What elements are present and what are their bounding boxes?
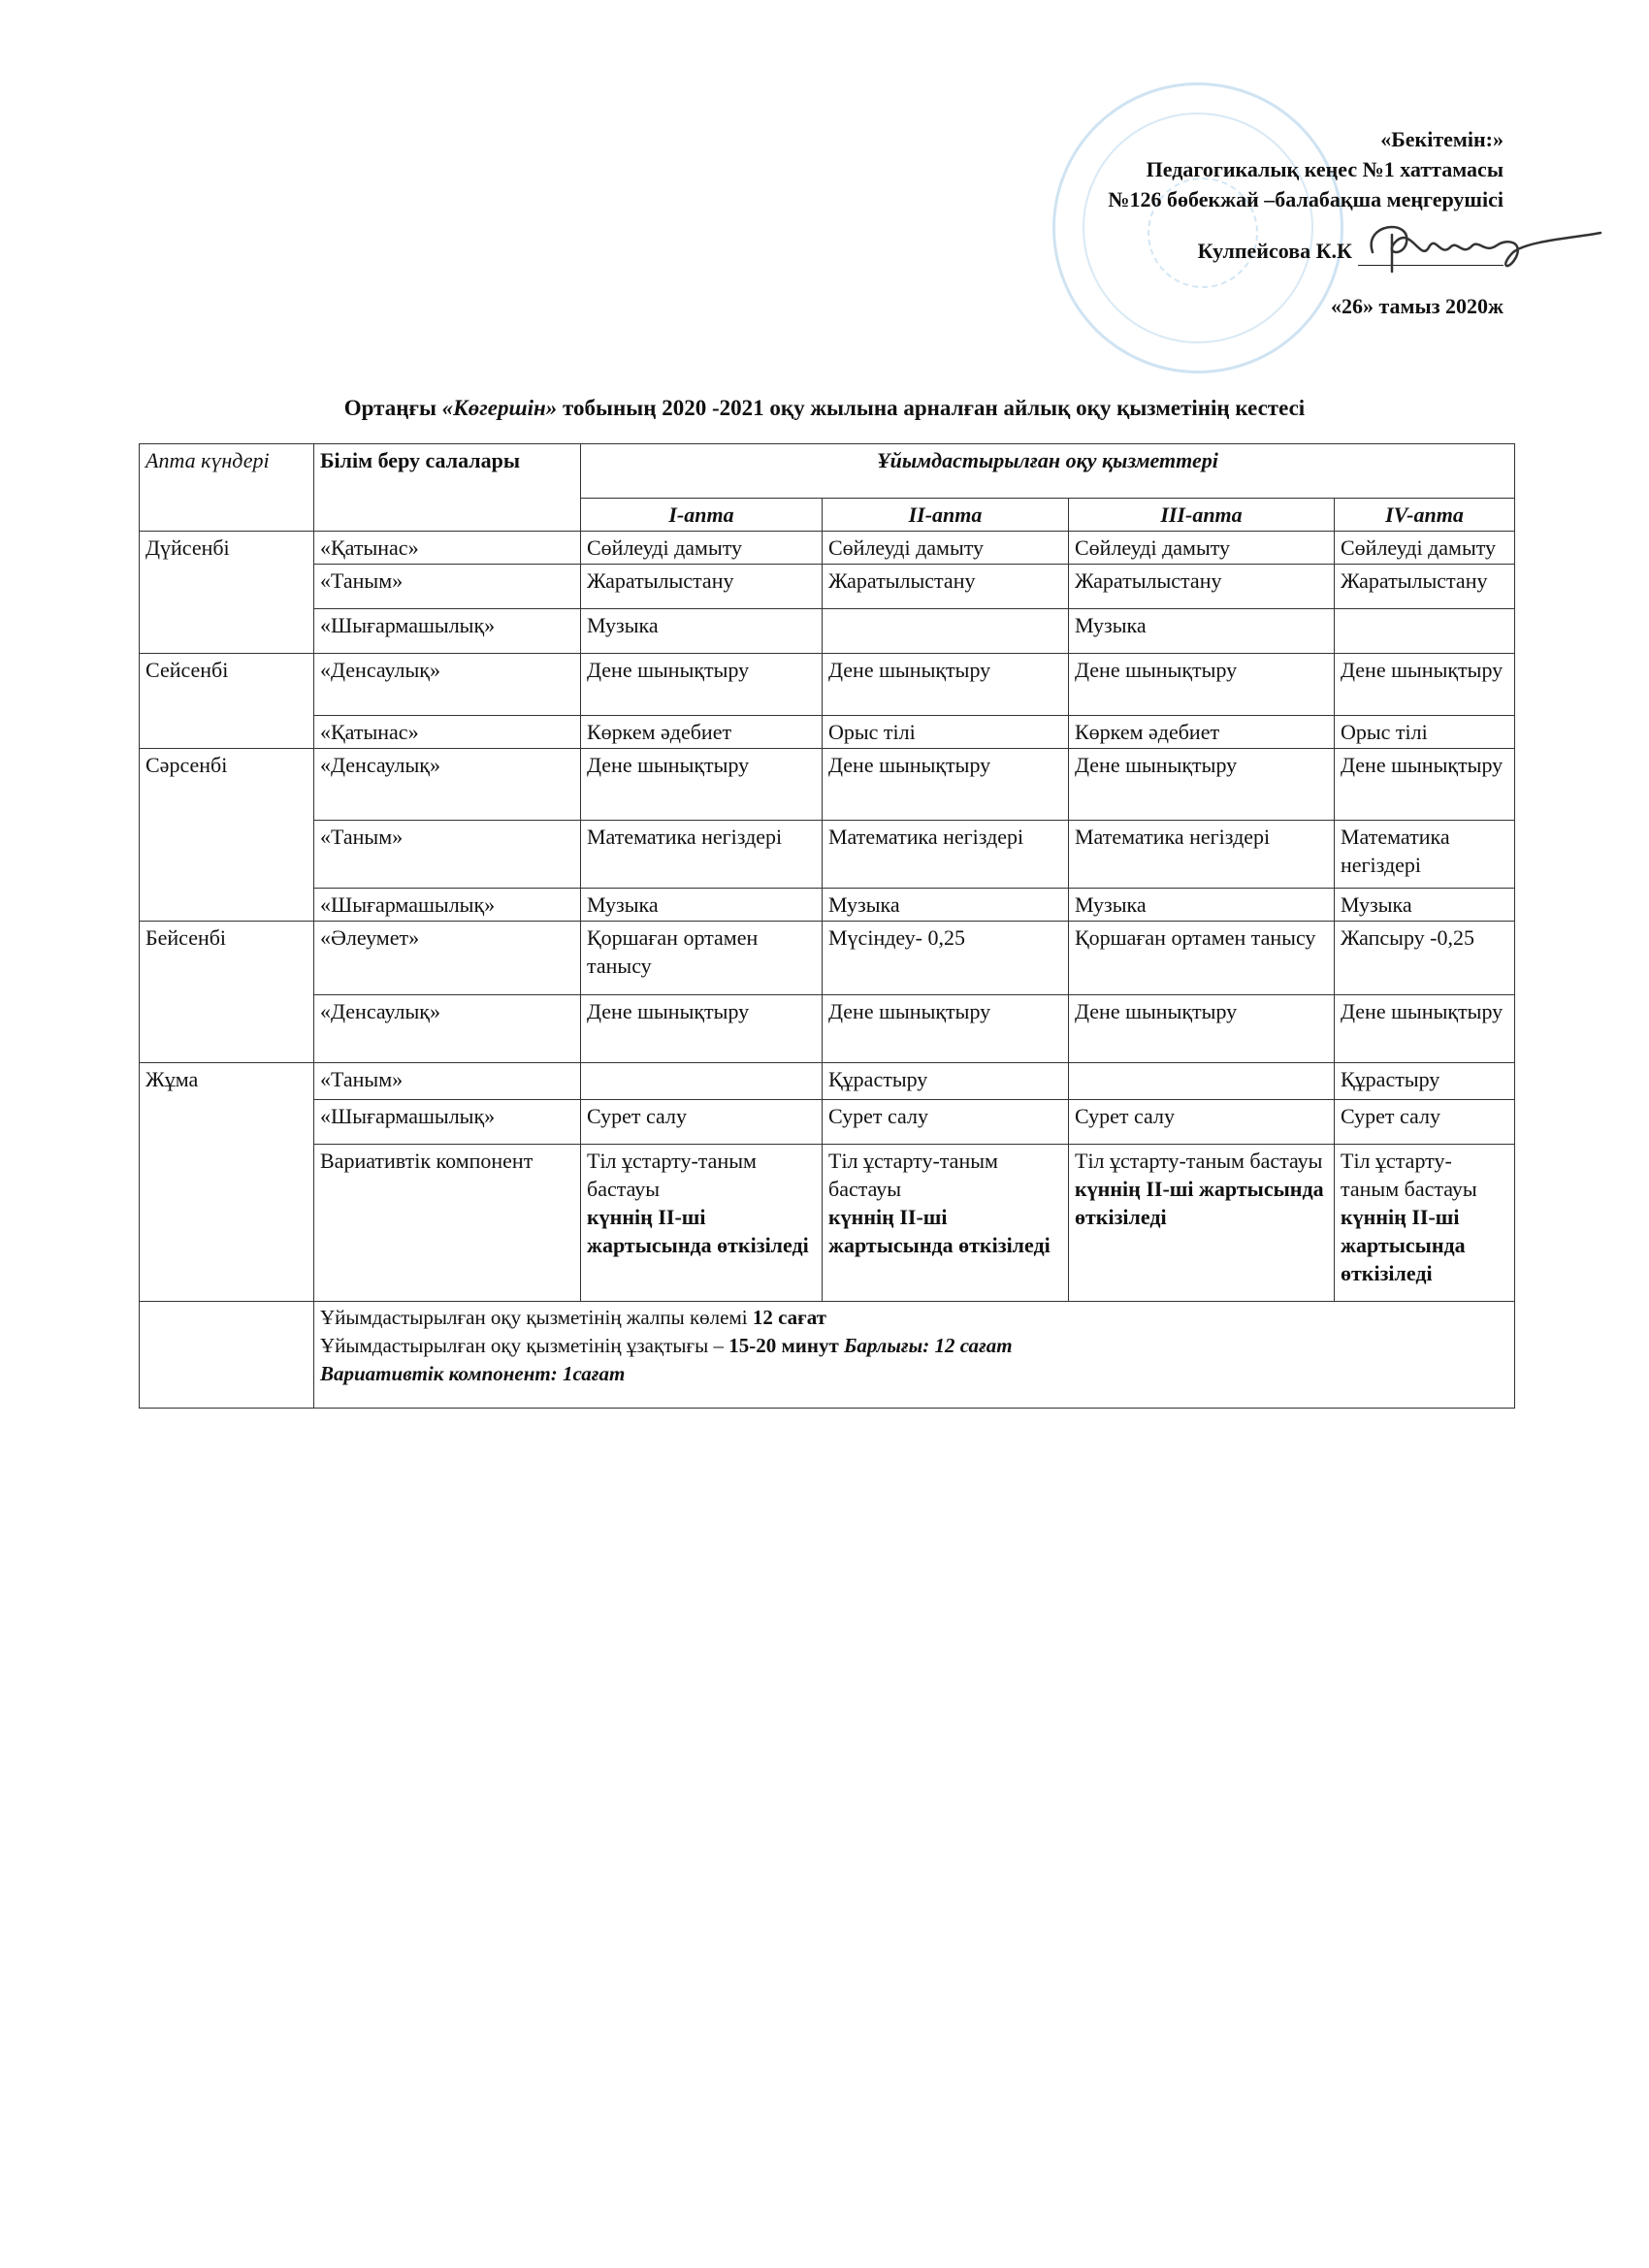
table-row [140, 922, 1515, 995]
area-cell: «Таным» [314, 565, 581, 609]
footer-duration [320, 1332, 1508, 1360]
activity-cell: Дене шынықтыру [823, 749, 1069, 821]
variative-cell [1335, 1145, 1515, 1302]
activity-cell: Мүсіндеу- 0,25 [823, 922, 1069, 995]
activity-cell: Сурет салу [581, 1100, 823, 1145]
area-cell: «Әлеумет» [314, 922, 581, 995]
activity-cell: Математика негіздері [1069, 821, 1335, 889]
activity-cell: Математика негіздері [823, 821, 1069, 889]
footer-variative: Вариативтік компонент: 1сағат [320, 1362, 626, 1385]
footer-duration-label: Ұйымдастырылған оқу қызметінің ұзақтығы – [320, 1334, 729, 1357]
activity-cell: Сөйлеуді дамыту [1335, 532, 1515, 565]
day-thursday: Бейсенбі [140, 922, 314, 1063]
activity-cell: Сөйлеуді дамыту [823, 532, 1069, 565]
footer-duration-value: 15-20 минут [728, 1334, 839, 1357]
header-activities: Ұйымдастырылған оқу қызметтері [581, 444, 1515, 499]
title-suffix: тобының 2020 -2021 оқу жылына арналған айлық оқу қызметінің кестесі [557, 396, 1306, 420]
header-week-3: III-апта [1069, 499, 1335, 532]
variative-note: күннің ІІ-ші жартысында өткізіледі [828, 1205, 1051, 1257]
table-row [140, 1145, 1515, 1302]
table-row [140, 995, 1515, 1063]
area-cell: «Денсаулық» [314, 749, 581, 821]
variative-note: күннің ІІ-ші жартысында өткізіледі [1075, 1177, 1324, 1229]
activity-cell: Дене шынықтыру [581, 995, 823, 1063]
activity-cell: Жаратылыстану [1335, 565, 1515, 609]
title-prefix: Ортаңғы [343, 396, 442, 420]
activity-cell: Көркем әдебиет [1069, 716, 1335, 749]
footer-summary [314, 1302, 1515, 1409]
activity-cell: Сурет салу [1335, 1100, 1515, 1145]
variative-text: Тіл ұстарту-таным бастауы [1075, 1149, 1323, 1173]
activity-cell: Орыс тілі [823, 716, 1069, 749]
variative-note: күннің ІІ-ші жартысында өткізіледі [587, 1205, 809, 1257]
table-row [140, 532, 1515, 565]
variative-text: Тіл ұстарту-таным бастауы [587, 1149, 757, 1201]
activity-cell: Қоршаған ортамен танысу [1069, 922, 1335, 995]
activity-cell: Музыка [581, 889, 823, 922]
table-row [140, 716, 1515, 749]
activity-cell: Дене шынықтыру [1069, 749, 1335, 821]
activity-cell [823, 609, 1069, 654]
activity-cell: Жапсыру -0,25 [1335, 922, 1515, 995]
area-cell: «Денсаулық» [314, 995, 581, 1063]
approval-position: №126 бөбекжай –балабақша меңгерушісі [1108, 187, 1504, 211]
activity-cell: Дене шынықтыру [1335, 654, 1515, 716]
activity-cell: Көркем әдебиет [581, 716, 823, 749]
schedule-table [139, 443, 1515, 1409]
area-cell: «Қатынас» [314, 532, 581, 565]
activity-cell: Дене шынықтыру [1335, 995, 1515, 1063]
header-week-2: II-апта [823, 499, 1069, 532]
footer-volume-value: 12 сағат [752, 1306, 826, 1329]
activity-cell [581, 1063, 823, 1100]
approval-heading: «Бекітемін:» [1380, 127, 1504, 151]
area-cell: «Шығармашылық» [314, 609, 581, 654]
area-cell: «Шығармашылық» [314, 889, 581, 922]
table-row [140, 654, 1515, 716]
activity-cell: Музыка [581, 609, 823, 654]
footer-total: Барлығы: 12 сағат [838, 1334, 1013, 1357]
activity-cell: Дене шынықтыру [581, 654, 823, 716]
table-footer-row [140, 1302, 1515, 1409]
area-cell: «Қатынас» [314, 716, 581, 749]
activity-cell: Жаратылыстану [581, 565, 823, 609]
header-days: Апта күндері [140, 444, 314, 532]
variative-text: Тіл ұстарту-таным бастауы [828, 1149, 998, 1201]
activity-cell: Жаратылыстану [1069, 565, 1335, 609]
activity-cell: Дене шынықтыру [823, 995, 1069, 1063]
header-areas: Білім беру салалары [314, 444, 581, 532]
variative-cell [581, 1145, 823, 1302]
table-row [140, 749, 1515, 821]
footer-empty-cell [140, 1302, 314, 1409]
activity-cell: Дене шынықтыру [581, 749, 823, 821]
activity-cell: Сурет салу [1069, 1100, 1335, 1145]
activity-cell: Музыка [823, 889, 1069, 922]
activity-cell: Музыка [1069, 609, 1335, 654]
area-cell: «Таным» [314, 821, 581, 889]
activity-cell: Дене шынықтыру [1335, 749, 1515, 821]
day-wednesday: Сәрсенбі [140, 749, 314, 922]
approval-signer: Кулпейсова К.К [1197, 239, 1352, 263]
day-tuesday: Сейсенбі [140, 654, 314, 749]
table-row [140, 565, 1515, 609]
day-monday: Дүйсенбі [140, 532, 314, 654]
variative-note: күннің ІІ-ші жартысында өткізіледі [1341, 1205, 1466, 1285]
activity-cell: Құрастыру [823, 1063, 1069, 1100]
activity-cell: Жаратылыстану [823, 565, 1069, 609]
activity-cell: Дене шынықтыру [1069, 995, 1335, 1063]
activity-cell [1335, 609, 1515, 654]
activity-cell: Қоршаған ортамен танысу [581, 922, 823, 995]
table-row [140, 889, 1515, 922]
activity-cell: Орыс тілі [1335, 716, 1515, 749]
activity-cell: Дене шынықтыру [823, 654, 1069, 716]
activity-cell [1069, 1063, 1335, 1100]
variative-text: Тіл ұстарту-таным бастауы [1341, 1149, 1477, 1201]
activity-cell: Сөйлеуді дамыту [1069, 532, 1335, 565]
variative-cell [823, 1145, 1069, 1302]
table-row [140, 1100, 1515, 1145]
variative-label: Вариативтік компонент [314, 1145, 581, 1302]
day-friday: Жұма [140, 1063, 314, 1302]
approval-council: Педагогикалық кеңес №1 хаттамасы [1146, 157, 1504, 181]
activity-cell: Сурет салу [823, 1100, 1069, 1145]
activity-cell: Дене шынықтыру [1069, 654, 1335, 716]
activity-cell: Сөйлеуді дамыту [581, 532, 823, 565]
footer-volume [320, 1304, 1508, 1332]
header-week-1: I-апта [581, 499, 823, 532]
header-week-4: IV-апта [1335, 499, 1515, 532]
variative-cell [1069, 1145, 1335, 1302]
approval-date: «26» тамыз 2020ж [1330, 294, 1504, 318]
table-row [140, 609, 1515, 654]
footer-volume-label: Ұйымдастырылған оқу қызметінің жалпы көлемі [320, 1306, 753, 1329]
activity-cell: Құрастыру [1335, 1063, 1515, 1100]
area-cell: «Таным» [314, 1063, 581, 1100]
title-group: «Көгершін» [441, 396, 558, 420]
table-row [140, 1063, 1515, 1100]
handwritten-signature [1353, 213, 1605, 281]
activity-cell: Музыка [1069, 889, 1335, 922]
activity-cell: Математика негіздері [581, 821, 823, 889]
document-title [0, 396, 1649, 421]
area-cell: «Шығармашылық» [314, 1100, 581, 1145]
activity-cell: Математика негіздері [1335, 821, 1515, 889]
area-cell: «Денсаулық» [314, 654, 581, 716]
activity-cell: Музыка [1335, 889, 1515, 922]
table-row [140, 821, 1515, 889]
